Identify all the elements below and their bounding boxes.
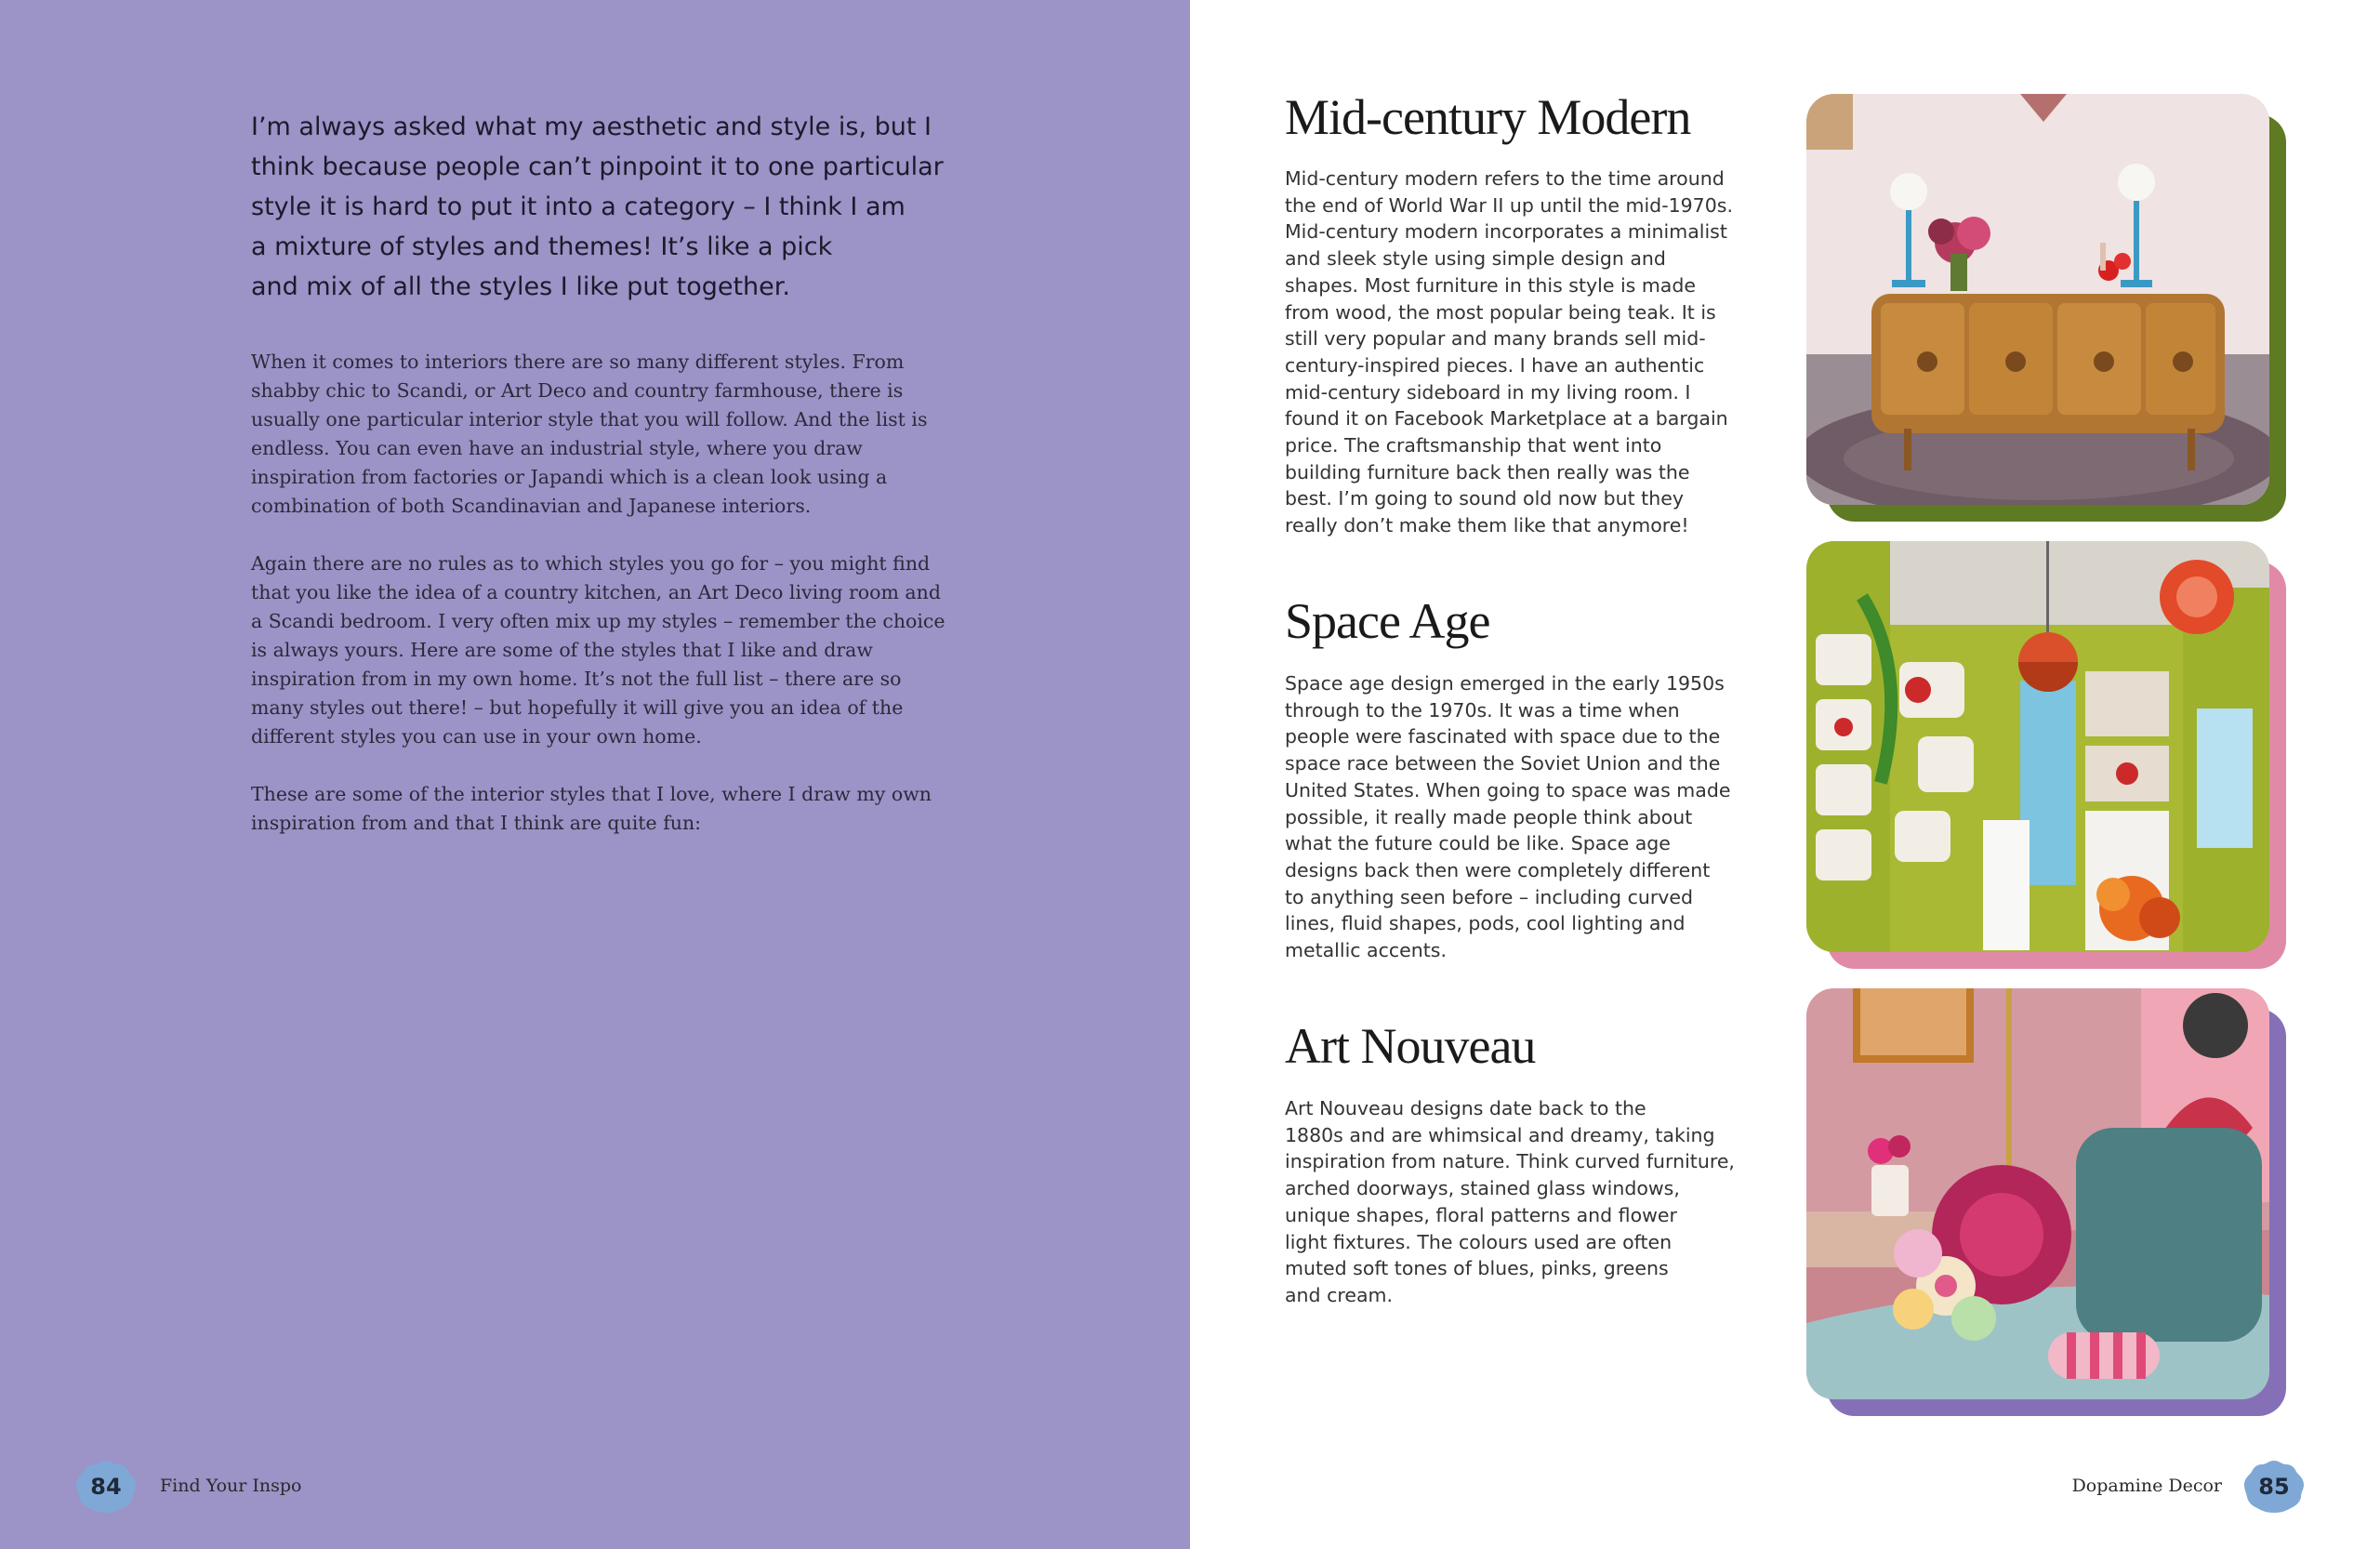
- text-line: shapes. Most furniture in this style is made: [1285, 273, 1696, 297]
- text-line: Mid-century modern refers to the time around: [1285, 167, 1725, 190]
- style-heading-mid-century: Mid-century Modern: [1285, 89, 1691, 145]
- text-line: building furniture back then really was the: [1285, 460, 1690, 483]
- photo-image: [1806, 988, 2269, 1399]
- photo-image: [1806, 541, 2269, 952]
- style-text-art-nouveau: [1285, 1095, 1735, 1309]
- intro-line: a mixture of styles and themes! It’s like a pick: [251, 232, 833, 261]
- text-line: mid-century sideboard in my living room. I: [1285, 380, 1691, 404]
- intro-line: style it is hard to put it into a category – I think I am: [251, 192, 906, 221]
- text-line: arched doorways, stained glass windows,: [1285, 1177, 1680, 1200]
- photo-space-age-room: [1806, 541, 2286, 969]
- text-line: the end of World War II up until the mid-1970s.: [1285, 193, 1733, 217]
- style-heading-art-nouveau: Art Nouveau: [1285, 1018, 1536, 1074]
- style-text-space-age: [1285, 670, 1731, 964]
- text-line: muted soft tones of blues, pinks, greens: [1285, 1257, 1669, 1280]
- text-line: lines, fluid shapes, pods, cool lighting and: [1285, 912, 1686, 935]
- intro-line: and mix of all the styles I like put together.: [251, 272, 790, 301]
- intro-pullquote: [251, 107, 967, 307]
- body-paragraph-1: When it comes to interiors there are so many different styles. From shabby chic to Scandi, or Art Deco and country farmhouse, there is usually one particular interior style that you will follow. And the list is endless. You can even have an industrial style, where you draw inspiration from factories or Japandi which is a clean look using a combination of both Scandinavian and Japanese interiors.: [251, 351, 928, 517]
- style-text-mid-century: [1285, 165, 1731, 539]
- running-title-left: Find Your Inspo: [160, 1476, 302, 1496]
- photo-mid-century-sideboard: [1806, 94, 2286, 522]
- text-line: what the future could be like. Space age: [1285, 832, 1671, 855]
- photo-art-nouveau-room: [1806, 988, 2286, 1416]
- text-line: through to the 1970s. It was a time when: [1285, 698, 1680, 722]
- text-line: still very popular and many brands sell mid-: [1285, 327, 1706, 351]
- intro-line: think because people can’t pinpoint it to one particular: [251, 152, 944, 181]
- body-paragraph-3: These are some of the interior styles that I love, where I draw my own inspiration from and that I think are quite fun:: [251, 783, 932, 834]
- text-line: light fixtures. The colours used are often: [1285, 1230, 1673, 1253]
- text-line: inspiration from nature. Think curved furniture,: [1285, 1150, 1735, 1173]
- page-number: 85: [2258, 1474, 2290, 1500]
- body-paragraph-2: Again there are no rules as to which styles you go for – you might find that you like the idea of a country kitchen, an Art Deco living room and a Scandi bedroom. I very often mix up my styles – remember the choice is always yours. Here are some of the styles that I like and draw inspiration from in my own home. It’s not the full list – there are so many styles out there! – but hopefully it will give you an idea of the different styles you can use in your own home.: [251, 552, 945, 748]
- text-line: century-inspired pieces. I have an authentic: [1285, 353, 1705, 377]
- intro-line: I’m always asked what my aesthetic and style is, but I: [251, 113, 932, 141]
- text-line: from wood, the most popular being teak. It is: [1285, 300, 1716, 324]
- text-line: Mid-century modern incorporates a minimalist: [1285, 220, 1727, 244]
- photo-image: [1806, 94, 2269, 505]
- page-number: 84: [90, 1474, 122, 1500]
- text-line: price. The craftsmanship that went into: [1285, 434, 1662, 457]
- text-line: and sleek style using simple design and: [1285, 247, 1666, 271]
- text-line: 1880s and are whimsical and dreamy, taking: [1285, 1123, 1715, 1146]
- text-line: to anything seen before – including curved: [1285, 885, 1694, 908]
- style-heading-space-age: Space Age: [1285, 593, 1490, 649]
- page-number-badge-left: [74, 1459, 138, 1515]
- text-line: metallic accents.: [1285, 939, 1447, 962]
- text-line: space race between the Soviet Union and the: [1285, 752, 1721, 775]
- text-line: Space age design emerged in the early 1950s: [1285, 672, 1725, 695]
- text-line: possible, it really made people think about: [1285, 805, 1693, 828]
- text-line: people were fascinated with space due to the: [1285, 725, 1721, 748]
- running-title-right: Dopamine Decor: [2071, 1476, 2222, 1496]
- text-line: Art Nouveau designs date back to the: [1285, 1097, 1646, 1119]
- text-line: unique shapes, floral patterns and flower: [1285, 1203, 1677, 1226]
- text-line: and cream.: [1285, 1283, 1393, 1306]
- text-line: best. I’m going to sound old now but they: [1285, 487, 1684, 510]
- text-line: United States. When going to space was made: [1285, 778, 1731, 801]
- page-number-badge-right: [2242, 1459, 2306, 1515]
- text-line: designs back then were completely different: [1285, 858, 1711, 881]
- text-line: really don’t make them like that anymore!: [1285, 514, 1689, 537]
- text-line: found it on Facebook Marketplace at a bargain: [1285, 407, 1728, 430]
